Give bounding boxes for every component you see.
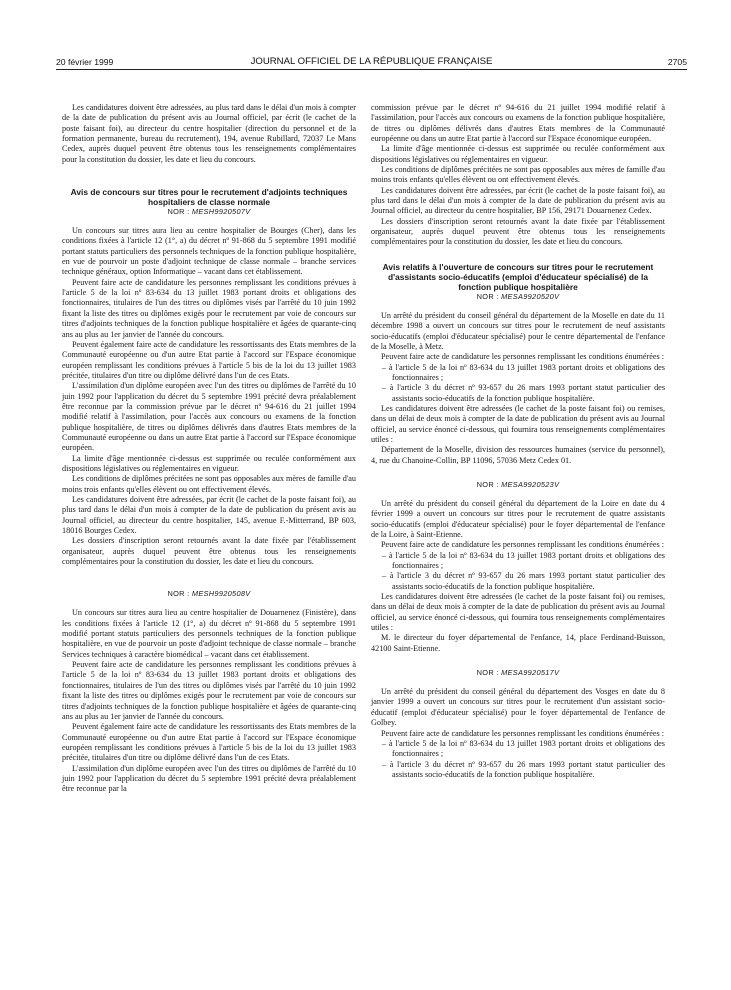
nor-reference: NOR : MESA9920520V: [476, 291, 560, 301]
header-page-number: 2705: [667, 57, 687, 67]
paragraph: Un concours sur titres aura lieu au centre hospitalier de Douarnenez (Finistère), dans les conditions fixées à l'article 12 (1°, a) du décret nº 91-868 du 5 septembre 1991 modifié portant statuts particuliers des personnels techniques de la fonction publique hospitalière, en vue de pourvoir un poste d'adjoint technique de classe normale – branche Services techniques à caractère biomédical – vacant dans cet établissement.: [62, 608, 356, 659]
list-item: – à l'article 3 du décret nº 93-657 du 26 mars 1993 portant statut particulier des assistants socio-éducatifs de la fonction publique hospitalière.: [371, 571, 665, 592]
paragraph: commission prévue par le décret nº 94-616 du 21 juillet 1994 modifié relatif à l'assimilation, pour l'accès aux concours ou examens de la fonction publique hospitalière, de titres ou diplômes délivrés dans d'autres Etats membres de la Communauté européenne ou dans un autre Etat partie à l'accord sur l'Espace économique européen.: [371, 103, 665, 144]
paragraph: Les candidatures doivent être adressées, au plus tard dans le délai d'un mois à compter de la date de publication du présent avis au Journal officiel, par écrit (le cachet de la poste faisant foi), au directeur du centre hospitalier (direction du personnel et de la formation permanente, bureau du recrutement), 194, avenue Rubillard, 72037 Le Mans Cedex, auprès duquel peuvent être obtenus tous les renseignements complémentaires pour la constitution du dossier, les date et lieu du concours.: [62, 103, 356, 164]
header-date: 20 février 1999: [56, 57, 114, 67]
paragraph: Un arrêté du président du conseil général du département de la Moselle en date du 11 décembre 1998 a ouvert un concours sur titres pour le recrutement de neuf assistants socio-éducatifs (emploi d'éducateur spécialisé) pour le centre départemental de l'enfance de la Moselle, à Metz.: [371, 310, 665, 351]
nor-reference: NOR : MESA9920523V: [476, 479, 560, 489]
paragraph: Les candidatures doivent être adressées (le cachet de la poste faisant foi) ou remises, dans un délai de deux mois à compter de la date de publication du présent avis au Journal officiel, au service énoncé ci-dessous, qui fournira tous renseignements complémentaires utiles :: [371, 592, 665, 633]
paragraph: La limite d'âge mentionnée ci-dessus est supprimée ou reculée conformément aux dispositions législatives ou réglementaires en vigueur.: [62, 453, 356, 473]
paragraph: Les candidatures doivent être adressées, par écrit (le cachet de la poste faisant foi), au plus tard dans le délai d'un mois à compter de la date de publication du présent avis au Journal officiel, au directeur du centre hospitalier, BP 156, 29171 Douarnenez Cedex.: [371, 185, 665, 216]
paragraph: Les dossiers d'inscription seront retournés avant la date fixée par l'établissement organisateur, auprès duquel peuvent être obtenus tous les renseignements complémentaires pour la constitution du dossier, les date et lieu du concours.: [62, 536, 356, 567]
list-item: – à l'article 3 du décret nº 93-657 du 26 mars 1993 portant statut particulier des assistants socio-éducatifs de la fonction publique hospitalière.: [371, 383, 665, 404]
paragraph: M. le directeur du foyer départemental de l'enfance, 14, place Ferdinand-Buisson, 42100 Saint-Etienne.: [371, 633, 665, 653]
paragraph: Peuvent également faire acte de candidature les ressortissants des Etats membres de la Communauté européenne ou d'un autre Etat partie à l'accord sur l'Espace économique européen remplissant les conditions prévues à l'article 5 bis de la loi du 13 juillet 1983 précitée, titulaires d'un titre ou diplôme délivré dans l'un de ces Etats.: [62, 339, 356, 380]
list-item: – à l'article 5 de la loi nº 83-634 du 13 juillet 1983 portant droits et obligations des fonctionnaires ;: [371, 551, 665, 572]
paragraph: Les candidatures doivent être adressées (le cachet de la poste faisant foi) ou remises, dans un délai de deux mois à compter de la date de publication du présent avis au Journal officiel, au service énoncé ci-dessous, qui fournira tous renseignements complémentaires utiles :: [371, 403, 665, 444]
nor-reference: NOR : MESA9920517V: [476, 668, 560, 678]
paragraph: L'assimilation d'un diplôme européen avec l'un des titres ou diplômes de l'arrêté du 10 juin 1992 pour l'application du décret du 5 septembre 1991 précité devra préalablement être reconnue par la commission prévue par le décret nº 94-616 du 21 juillet 1994 modifié relatif à l'assimilation, pour l'accès aux concours ou examens de la fonction publique hospitalière, de titres ou diplômes délivrés dans d'autres Etats membres de la Communauté européenne ou dans un autre Etat partie à l'accord sur l'Espace économique européen.: [62, 381, 356, 453]
list-item: – à l'article 3 du décret nº 93-657 du 26 mars 1993 portant statut particulier des assistants socio-éducatifs de la fonction publique hospitalière.: [371, 760, 665, 781]
paragraph: Un arrêté du président du conseil général du département de la Loire en date du 4 février 1999 a ouvert un concours sur titres pour le recrutement de quatre assistants socio-éducatifs (emploi d'éducateur spécialisé) pour le foyer départemental de l'enfance de la Loire, à Saint-Etienne.: [371, 498, 665, 539]
nor-reference: NOR : MESH9920508V: [167, 589, 251, 599]
paragraph: Peuvent également faire acte de candidature les ressortissants des Etats membres de la Communauté européenne ou d'un autre Etat partie à l'accord sur l'Espace économique européen remplissant les conditions prévues à l'article 5 bis de la loi du 13 juillet 1983 précitée, titulaires d'un titre ou diplôme délivré dans l'un de ces Etats.: [62, 722, 356, 763]
paragraph: Les conditions de diplômes précitées ne sont pas opposables aux mères de famille d'au moins trois enfants qu'elles élèvent ou ont effectivement élevés.: [62, 474, 356, 494]
paragraph: Un concours sur titres aura lieu au centre hospitalier de Bourges (Cher), dans les conditions fixées à l'article 12 (1°, a) du décret nº 91-868 du 5 septembre 1991 modifié portant statuts particuliers des personnels techniques de la fonction publique hospitalière, en vue de pourvoir un poste d'adjoint technique de classe normale – branche services technique généraux, option Informatique – vacant dans cet établissement.: [62, 226, 356, 277]
paragraph: Peuvent faire acte de candidature les personnes remplissant les conditions énumérées :: [381, 728, 665, 738]
header-journal-title: JOURNAL OFFICIEL DE LA RÉPUBLIQUE FRANÇAISE: [250, 56, 493, 67]
list-item: – à l'article 5 de la loi nº 83-634 du 13 juillet 1983 portant droits et obligations des fonctionnaires ;: [371, 739, 665, 760]
nor-reference: NOR : MESH9920507V: [167, 207, 251, 217]
notice-title: Avis relatifs à l'ouverture de concours sur titres pour le recrutement d'assistants socio-éducatifs (emploi d'éducateur spécialisé) de la fonction publique hospitalière: [382, 261, 654, 292]
right-column: [371, 103, 665, 780]
paragraph: Peuvent faire acte de candidature les personnes remplissant les conditions énumérées :: [381, 352, 665, 362]
paragraph: L'assimilation d'un diplôme européen avec l'un des titres ou diplômes de l'arrêté du 10 juin 1992 pour l'application du décret du 5 septembre 1991 précité devra préalablement être reconnue par la: [62, 763, 356, 794]
conditions-list: [371, 363, 665, 404]
paragraph: Peuvent faire acte de candidature les personnes remplissant les conditions prévues à l'article 5 de la loi nº 83-634 du 13 juillet 1983 portant droits et obligations des fonctionnaires, titulaires de l'un des titres ou diplômes visés par l'arrêté du 10 juin 1992 fixant la liste des titres ou diplômes exigés pour le recrutement par voie de concours sur titres d'adjoints techniques de la fonction publique hospitalière et âgées de quarante-cinq ans au plus au 1er janvier de l'année du concours.: [62, 277, 356, 339]
paragraph: Département de la Moselle, division des ressources humaines (service du personnel), 4, rue du Chanoine-Collin, BP 11096, 57036 Metz Cedex 01.: [371, 445, 665, 465]
paragraph: Peuvent faire acte de candidature les personnes remplissant les conditions prévues à l'article 5 de la loi nº 83-634 du 13 juillet 1983 portant droits et obligations des fonctionnaires, titulaires de l'un des titres ou diplômes visés par l'arrêté du 10 juin 1992 fixant la liste des titres ou diplômes exigés pour le recrutement par voie de concours sur titres d'adjoints techniques de la fonction publique hospitalière et âgées de quarante-cinq ans au plus au 1er janvier de l'année du concours.: [62, 660, 356, 721]
conditions-list: [371, 739, 665, 780]
paragraph: Les candidatures doivent être adressées, par écrit (le cachet de la poste faisant foi), au plus tard dans le délai d'un mois à compter de la date de publication du présent avis au Journal officiel, au directeur du centre hospitalier, 145, avenue F.-Mitterrand, BP 603, 18016 Bourges Cedex.: [62, 495, 356, 536]
paragraph: Les conditions de diplômes précitées ne sont pas opposables aux mères de famille d'au moins trois enfants qu'elles élèvent ou ont effectivement élevés.: [371, 165, 665, 185]
header-rule: [56, 69, 687, 70]
conditions-list: [371, 551, 665, 592]
paragraph: La limite d'âge mentionnée ci-dessus est supprimée ou reculée conformément aux dispositions législatives ou réglementaires en vigueur.: [371, 144, 665, 164]
left-column: [62, 103, 356, 795]
paragraph: Les dossiers d'inscription seront retournés avant la date fixée par l'établissement organisateur, auprès duquel peuvent être obtenus tous les renseignements complémentaires pour la constitution du dossier, les date et lieu du concours.: [371, 216, 665, 247]
paragraph: Un arrêté du président du conseil général du département des Vosges en date du 8 janvier 1999 a ouvert un concours sur titres pour le recrutement d'un assistant socio-éducatif (emploi d'éducateur spécialisé) pour le foyer départemental de l'enfance de Golbey.: [371, 687, 665, 728]
paragraph: Peuvent faire acte de candidature les personnes remplissant les conditions énumérées :: [381, 540, 665, 550]
list-item: – à l'article 5 de la loi nº 83-634 du 13 juillet 1983 portant droits et obligations des fonctionnaires ;: [371, 363, 665, 384]
notice-title: Avis de concours sur titres pour le recrutement d'adjoints techniques hospitaliers de classe normale: [70, 187, 348, 208]
